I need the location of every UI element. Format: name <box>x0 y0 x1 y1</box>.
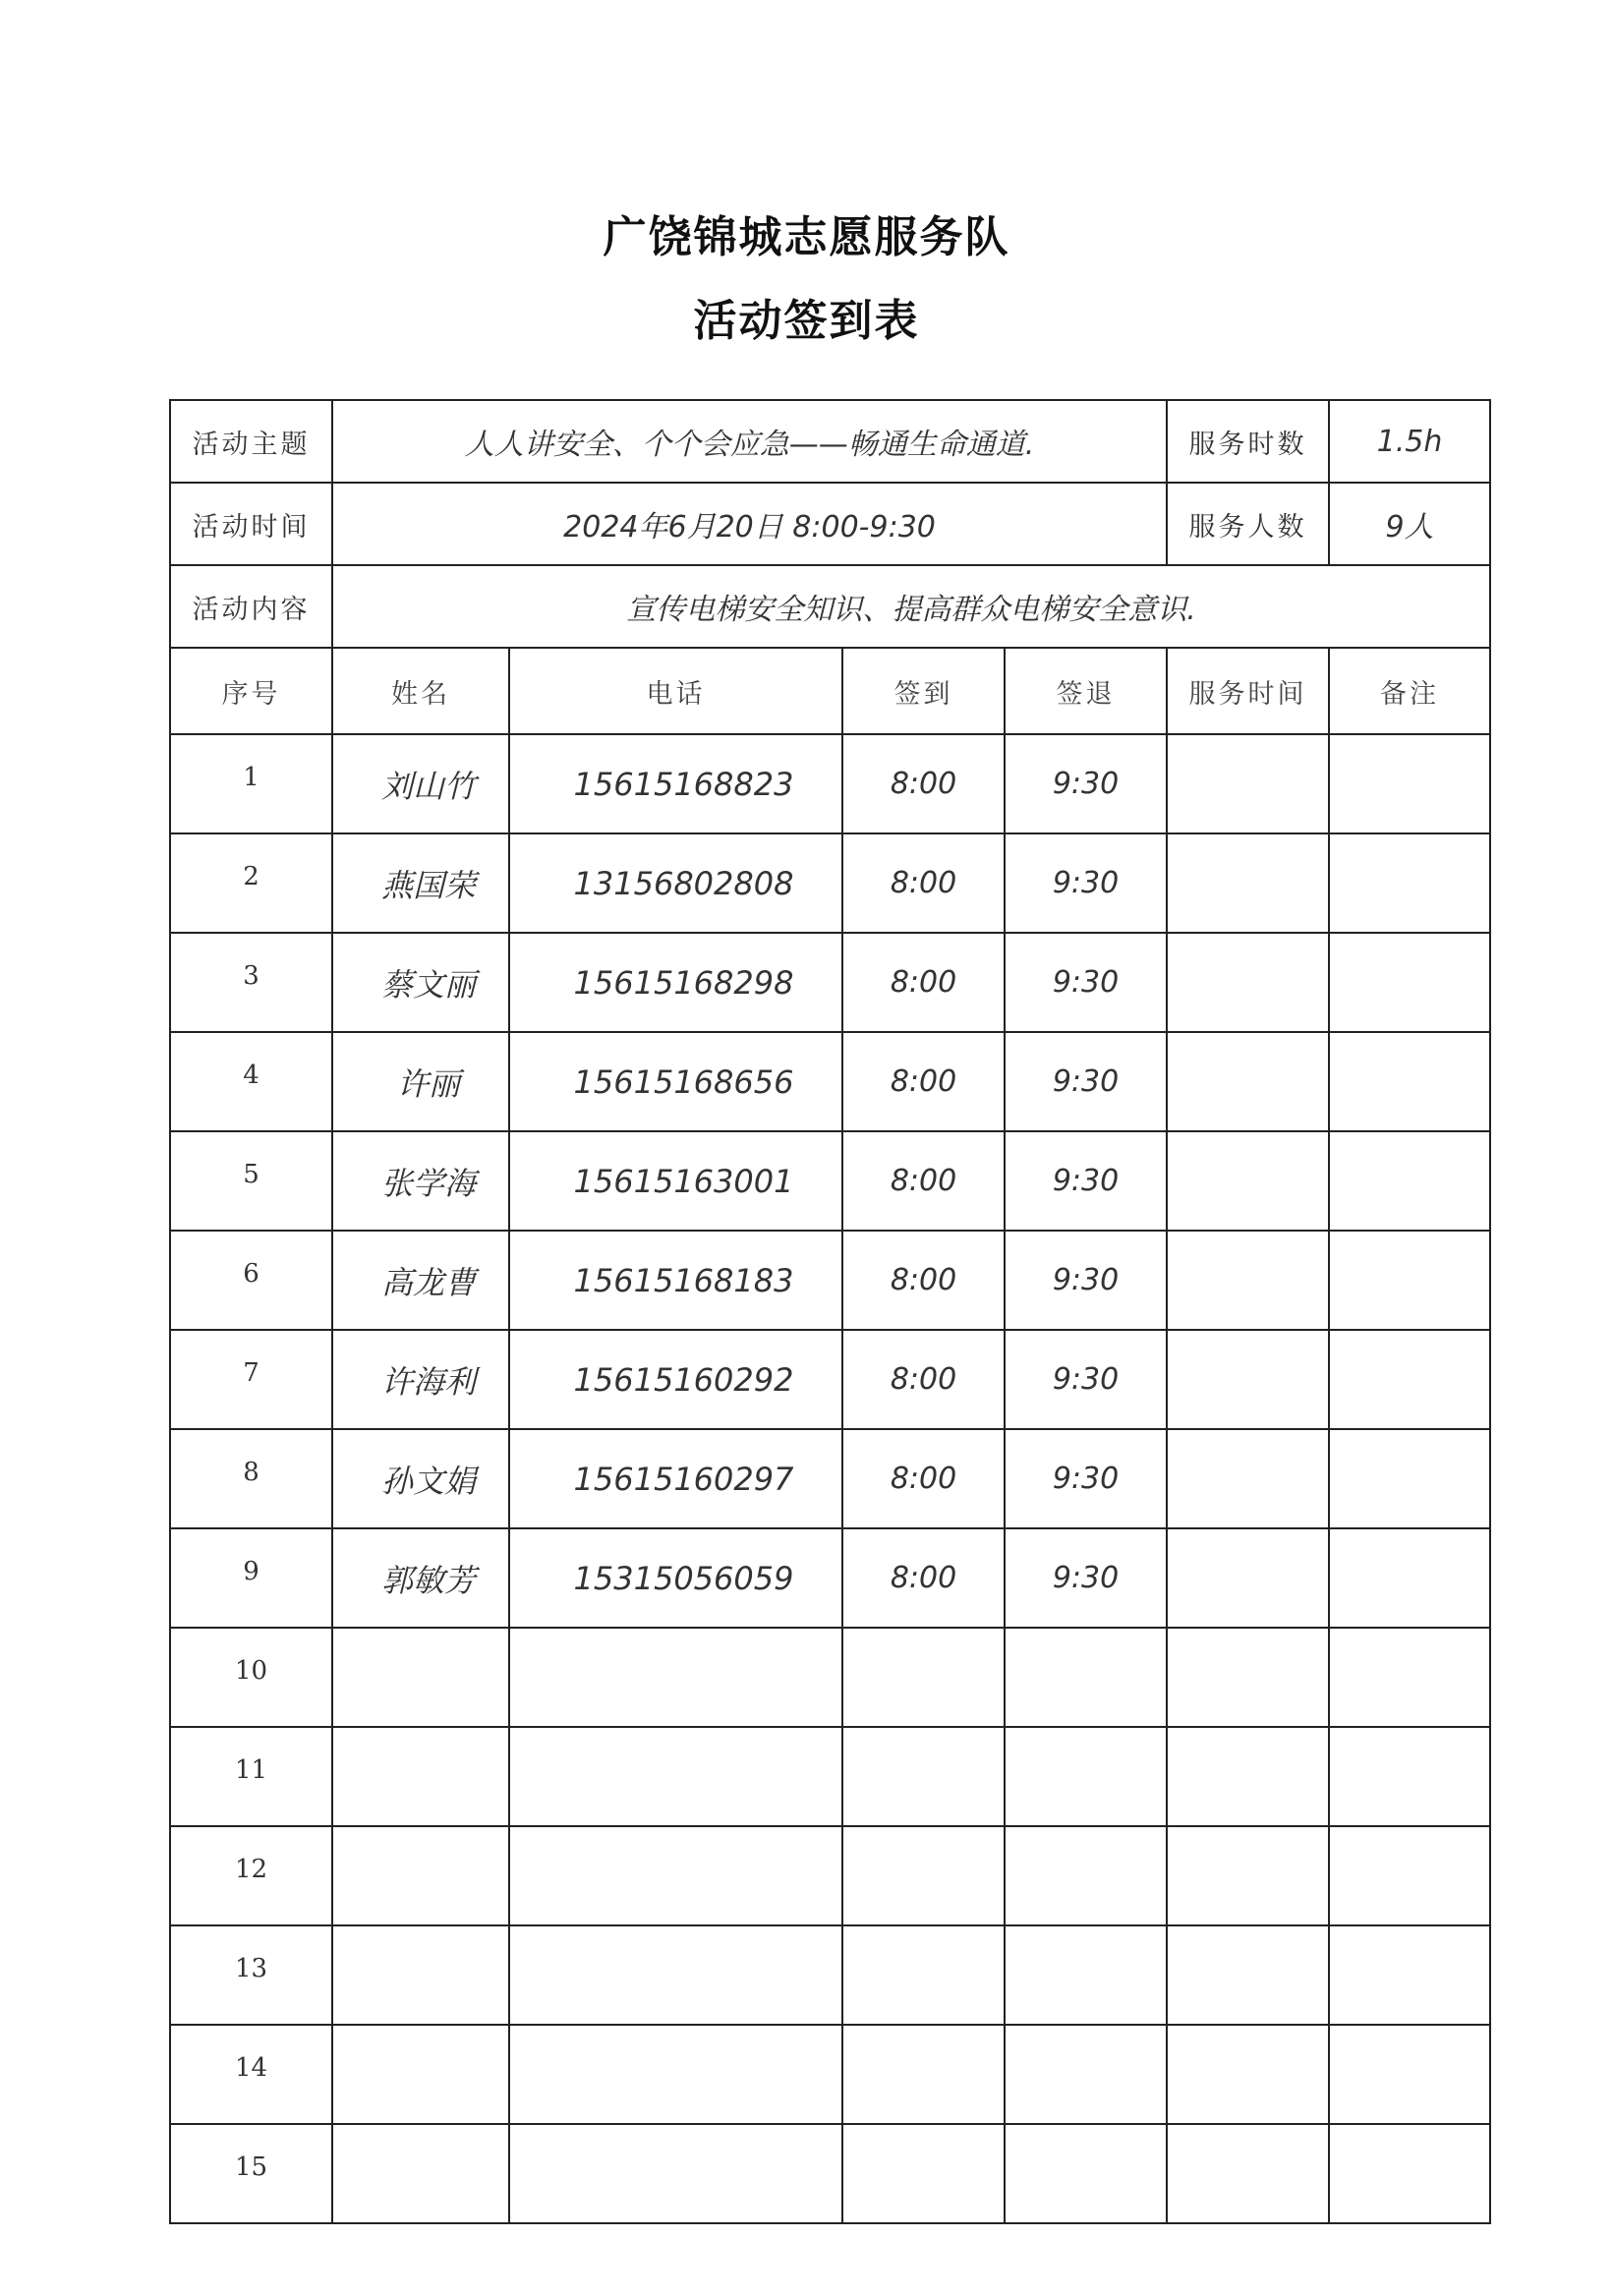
sign-in-cell[interactable]: 8:00 <box>842 1131 1005 1231</box>
phone-cell[interactable] <box>509 2025 842 2124</box>
note-cell[interactable] <box>1329 1628 1490 1727</box>
sign-in-cell[interactable]: 8:00 <box>842 833 1005 933</box>
people-value[interactable]: 9人 <box>1329 483 1490 565</box>
sign-in-cell[interactable]: 8:00 <box>842 1429 1005 1528</box>
name-cell[interactable]: 高龙曹 <box>332 1231 509 1330</box>
sign-out-cell[interactable] <box>1005 1826 1167 1925</box>
row-number: 12 <box>170 1826 332 1925</box>
sign-out-cell[interactable]: 9:30 <box>1005 1330 1167 1429</box>
phone-cell[interactable]: 13156802808 <box>509 833 842 933</box>
note-cell[interactable] <box>1329 2025 1490 2124</box>
table-row <box>170 833 1490 933</box>
col-note-header: 备注 <box>1329 648 1490 734</box>
col-name-header: 姓名 <box>332 648 509 734</box>
table-row <box>170 1429 1490 1528</box>
row-number: 13 <box>170 1925 332 2025</box>
sign-in-cell[interactable]: 8:00 <box>842 1528 1005 1628</box>
name-cell[interactable]: 燕国荣 <box>332 833 509 933</box>
hours-label: 服务时数 <box>1167 400 1329 483</box>
sign-out-cell[interactable]: 9:30 <box>1005 833 1167 933</box>
sign-out-cell[interactable]: 9:30 <box>1005 1429 1167 1528</box>
note-cell[interactable] <box>1329 1231 1490 1330</box>
sign-out-cell[interactable]: 9:30 <box>1005 1528 1167 1628</box>
service-time-cell[interactable] <box>1167 1528 1329 1628</box>
service-time-cell[interactable] <box>1167 1330 1329 1429</box>
sign-out-cell[interactable] <box>1005 1628 1167 1727</box>
form-title: 广饶锦城志愿服务队 <box>603 212 1010 262</box>
sign-in-table <box>169 399 1491 2224</box>
phone-cell[interactable]: 15615168183 <box>509 1231 842 1330</box>
row-number: 11 <box>170 1727 332 1826</box>
service-time-cell[interactable] <box>1167 734 1329 833</box>
row-number: 3 <box>170 933 332 1032</box>
phone-cell[interactable] <box>509 1826 842 1925</box>
row-number: 8 <box>170 1429 332 1528</box>
name-cell[interactable] <box>332 2025 509 2124</box>
sign-out-cell[interactable] <box>1005 2025 1167 2124</box>
sign-out-cell[interactable] <box>1005 1925 1167 2025</box>
note-cell[interactable] <box>1329 1925 1490 2025</box>
sign-in-cell[interactable] <box>842 1727 1005 1826</box>
note-cell[interactable] <box>1329 1032 1490 1131</box>
name-cell[interactable]: 郭敏芳 <box>332 1528 509 1628</box>
sign-in-cell[interactable]: 8:00 <box>842 1330 1005 1429</box>
note-cell[interactable] <box>1329 833 1490 933</box>
col-signin-header: 签到 <box>842 648 1005 734</box>
phone-cell[interactable] <box>509 2124 842 2223</box>
service-time-cell[interactable] <box>1167 933 1329 1032</box>
row-number: 7 <box>170 1330 332 1429</box>
row-number: 10 <box>170 1628 332 1727</box>
table-row <box>170 1925 1490 2025</box>
sign-in-cell[interactable]: 8:00 <box>842 1032 1005 1131</box>
service-time-cell[interactable] <box>1167 1826 1329 1925</box>
note-cell[interactable] <box>1329 1727 1490 1826</box>
phone-cell[interactable]: 15615160292 <box>509 1330 842 1429</box>
row-number: 6 <box>170 1231 332 1330</box>
service-time-cell[interactable] <box>1167 1131 1329 1231</box>
sign-in-cell[interactable] <box>842 2025 1005 2124</box>
service-time-cell[interactable] <box>1167 833 1329 933</box>
table-row <box>170 734 1490 833</box>
row-number: 9 <box>170 1528 332 1628</box>
topic-label: 活动主题 <box>170 400 332 483</box>
phone-cell[interactable]: 15615168298 <box>509 933 842 1032</box>
column-header-row <box>170 648 1490 734</box>
form-subtitle: 活动签到表 <box>693 296 920 346</box>
phone-cell[interactable] <box>509 1628 842 1727</box>
sign-in-cell[interactable]: 8:00 <box>842 933 1005 1032</box>
service-time-cell[interactable] <box>1167 1429 1329 1528</box>
name-cell[interactable]: 孙文娟 <box>332 1429 509 1528</box>
row-number: 14 <box>170 2025 332 2124</box>
sign-in-cell[interactable] <box>842 2124 1005 2223</box>
service-time-cell[interactable] <box>1167 1032 1329 1131</box>
table-row <box>170 1032 1490 1131</box>
time-row <box>170 483 1490 565</box>
table-row <box>170 2124 1490 2223</box>
sign-out-cell[interactable]: 9:30 <box>1005 1231 1167 1330</box>
phone-cell[interactable]: 15615160297 <box>509 1429 842 1528</box>
sign-in-cell[interactable] <box>842 1826 1005 1925</box>
name-cell[interactable] <box>332 1727 509 1826</box>
note-cell[interactable] <box>1329 734 1490 833</box>
sign-out-cell[interactable] <box>1005 2124 1167 2223</box>
table-row <box>170 1628 1490 1727</box>
sign-out-cell[interactable]: 9:30 <box>1005 933 1167 1032</box>
content-label: 活动内容 <box>170 565 332 648</box>
sign-in-cell[interactable] <box>842 1628 1005 1727</box>
sign-out-cell[interactable] <box>1005 1727 1167 1826</box>
content-row <box>170 565 1490 648</box>
phone-cell[interactable] <box>509 1727 842 1826</box>
sign-in-cell[interactable]: 8:00 <box>842 1231 1005 1330</box>
sign-out-cell[interactable]: 9:30 <box>1005 1131 1167 1231</box>
topic-row <box>170 400 1490 483</box>
hours-value[interactable]: 1.5h <box>1329 400 1490 483</box>
sign-in-cell[interactable] <box>842 1925 1005 2025</box>
row-number: 15 <box>170 2124 332 2223</box>
table-row <box>170 2025 1490 2124</box>
table-row <box>170 1330 1490 1429</box>
note-cell[interactable] <box>1329 1330 1490 1429</box>
table-row <box>170 933 1490 1032</box>
service-time-cell[interactable] <box>1167 1727 1329 1826</box>
name-cell[interactable] <box>332 1925 509 2025</box>
name-cell[interactable]: 蔡文丽 <box>332 933 509 1032</box>
service-time-cell[interactable] <box>1167 1231 1329 1330</box>
content-value[interactable]: 宣传电梯安全知识、提高群众电梯安全意识. <box>332 565 1490 648</box>
sign-out-cell[interactable]: 9:30 <box>1005 1032 1167 1131</box>
note-cell[interactable] <box>1329 1429 1490 1528</box>
table-row <box>170 1727 1490 1826</box>
row-number: 2 <box>170 833 332 933</box>
phone-cell[interactable] <box>509 1925 842 2025</box>
name-cell[interactable]: 许海利 <box>332 1330 509 1429</box>
name-cell[interactable] <box>332 1826 509 1925</box>
col-signout-header: 签退 <box>1005 648 1167 734</box>
time-value[interactable]: 2024年6月20日 8:00-9:30 <box>332 483 1167 565</box>
sign-in-cell[interactable]: 8:00 <box>842 734 1005 833</box>
name-cell[interactable]: 许丽 <box>332 1032 509 1131</box>
phone-cell[interactable]: 15315056059 <box>509 1528 842 1628</box>
phone-cell[interactable]: 15615168823 <box>509 734 842 833</box>
col-no-header: 序号 <box>170 648 332 734</box>
col-service-time-header: 服务时间 <box>1167 648 1329 734</box>
service-time-cell[interactable] <box>1167 1628 1329 1727</box>
phone-cell[interactable]: 15615168656 <box>509 1032 842 1131</box>
table-row <box>170 1528 1490 1628</box>
note-cell[interactable] <box>1329 1528 1490 1628</box>
service-time-cell[interactable] <box>1167 2025 1329 2124</box>
note-cell[interactable] <box>1329 1826 1490 1925</box>
people-label: 服务人数 <box>1167 483 1329 565</box>
name-cell[interactable] <box>332 1628 509 1727</box>
name-cell[interactable]: 刘山竹 <box>332 734 509 833</box>
table-row <box>170 1826 1490 1925</box>
service-time-cell[interactable] <box>1167 1925 1329 2025</box>
note-cell[interactable] <box>1329 1131 1490 1231</box>
service-time-cell[interactable] <box>1167 2124 1329 2223</box>
topic-value[interactable]: 人人讲安全、个个会应急——畅通生命通道. <box>332 400 1167 483</box>
phone-cell[interactable]: 15615163001 <box>509 1131 842 1231</box>
note-cell[interactable] <box>1329 2124 1490 2223</box>
sign-out-cell[interactable]: 9:30 <box>1005 734 1167 833</box>
row-number: 4 <box>170 1032 332 1131</box>
table-row <box>170 1231 1490 1330</box>
row-number: 5 <box>170 1131 332 1231</box>
table-row <box>170 1131 1490 1231</box>
name-cell[interactable] <box>332 2124 509 2223</box>
note-cell[interactable] <box>1329 933 1490 1032</box>
time-label: 活动时间 <box>170 483 332 565</box>
col-phone-header: 电话 <box>509 648 842 734</box>
row-number: 1 <box>170 734 332 833</box>
name-cell[interactable]: 张学海 <box>332 1131 509 1231</box>
